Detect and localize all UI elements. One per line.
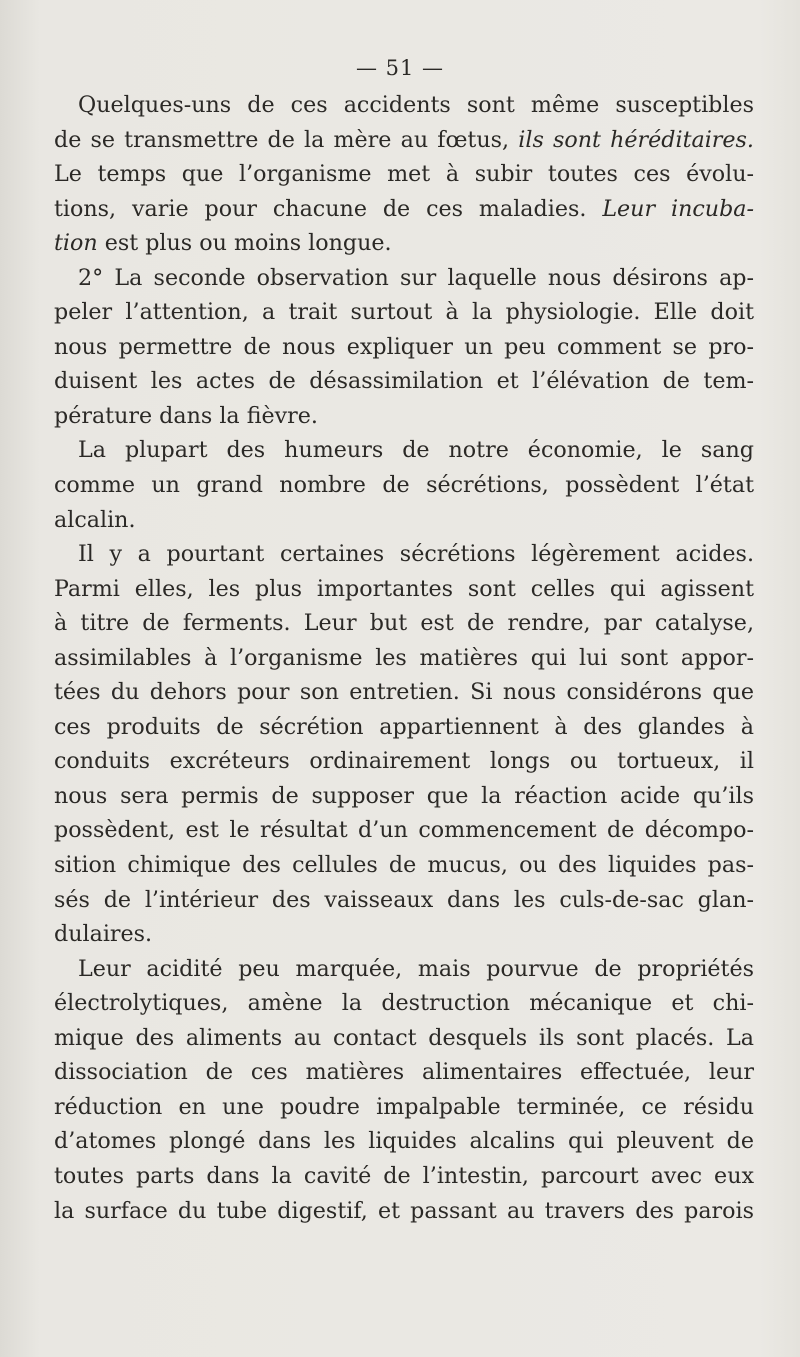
text-line — [54, 192, 754, 227]
line-text: à titre de ferments. Leur but est de rendre, par catalyse, — [54, 610, 754, 637]
text-line — [54, 261, 754, 296]
line-text: mique des aliments au contact desquels ils sont placés. La — [54, 1024, 754, 1051]
text-line — [54, 537, 754, 572]
text-line — [54, 399, 754, 434]
text-line — [54, 641, 754, 676]
text-line — [54, 1090, 754, 1125]
line-text: Quelques-uns de ces accidents sont même susceptibles — [78, 92, 754, 118]
italic-text: ils sont héréditaires. — [518, 126, 754, 153]
line-text: ces produits de sécrétion appartiennent à des glandes à — [54, 713, 754, 740]
line-text: assimilables à l’organisme les matières qui lui sont appor- — [54, 644, 754, 671]
line-text: Le temps que l’organisme met à subir toutes ces évolu- — [54, 161, 754, 188]
line-text: duisent les actes de désassimilation et l’élévation de tem- — [54, 368, 754, 395]
page-number: — 51 — — [355, 56, 445, 80]
text-line — [54, 744, 754, 779]
text-line — [54, 675, 754, 710]
text-line — [54, 1055, 754, 1090]
text-line — [54, 295, 754, 330]
text-line — [54, 503, 754, 538]
text-line — [54, 813, 754, 848]
line-text: conduits excréteurs ordinairement longs ou tortueux, il — [54, 748, 754, 775]
line-text: possèdent, est le résultat d’un commencement de décompo- — [54, 817, 754, 844]
line-text: La plupart des humeurs de notre économie, le sang — [78, 437, 754, 464]
line-text: de se transmettre de la mère au fœtus, — [54, 126, 519, 153]
text-line — [54, 710, 754, 745]
line-text: toutes parts dans la cavité de l’intestin, parcourt avec eux — [54, 1162, 754, 1189]
text-line — [54, 986, 754, 1021]
line-text: la surface du tube digestif, et passant au travers des parois — [54, 1197, 754, 1224]
italic-text: tion — [54, 230, 98, 257]
text-line — [54, 883, 754, 918]
text-line — [54, 1159, 754, 1194]
line-text: nous permettre de nous expliquer un peu comment se pro- — [54, 333, 754, 360]
text-line — [54, 1124, 754, 1159]
text-line — [54, 123, 754, 158]
line-text: tées du dehors pour son entretien. Si nous considérons que — [54, 679, 754, 706]
body-text — [54, 88, 754, 1228]
text-line — [54, 779, 754, 814]
text-line — [54, 848, 754, 883]
line-text: comme un grand nombre de sécrétions, possèdent l’état — [54, 472, 754, 499]
text-line — [54, 88, 754, 123]
line-text: est plus ou moins longue. — [97, 230, 392, 257]
text-line — [54, 433, 754, 468]
line-text: électrolytiques, amène la destruction mécanique et chi- — [54, 990, 754, 1017]
text-line — [54, 606, 754, 641]
text-line — [54, 468, 754, 503]
line-text: peler l’attention, a trait surtout à la physiologie. Elle doit — [54, 299, 754, 326]
line-text: réduction en une poudre impalpable terminée, ce résidu — [54, 1093, 754, 1120]
text-line — [54, 330, 754, 365]
text-line — [54, 226, 754, 261]
line-text: nous sera permis de supposer que la réaction acide qu’ils — [54, 782, 754, 809]
italic-text: Leur incuba- — [602, 195, 755, 222]
text-line — [54, 917, 754, 952]
line-text: pérature dans la fièvre. — [54, 402, 318, 429]
text-line — [54, 952, 754, 987]
line-text: 2° La seconde observation sur laquelle nous désirons ap- — [78, 264, 754, 291]
line-text: dulaires. — [54, 921, 153, 948]
line-text: d’atomes plongé dans les liquides alcalins qui pleuvent de — [54, 1128, 754, 1155]
text-line — [54, 572, 754, 607]
line-text: Il y a pourtant certaines sécrétions légèrement acides. — [78, 541, 754, 568]
line-text: Leur acidité peu marquée, mais pourvue de propriétés — [78, 955, 754, 982]
text-line — [54, 364, 754, 399]
text-line — [54, 1194, 754, 1229]
line-text: tions, varie pour chacune de ces maladies. — [54, 195, 603, 222]
line-text: Parmi elles, les plus importantes sont celles qui agissent — [54, 575, 754, 602]
line-text: dissociation de ces matières alimentaires effectuée, leur — [54, 1059, 754, 1086]
text-line — [54, 1021, 754, 1056]
line-text: sition chimique des cellules de mucus, ou des liquides pas- — [54, 852, 754, 879]
text-line — [54, 157, 754, 192]
line-text: sés de l’intérieur des vaisseaux dans les culs-de-sac glan- — [54, 886, 754, 913]
line-text: alcalin. — [54, 506, 136, 533]
